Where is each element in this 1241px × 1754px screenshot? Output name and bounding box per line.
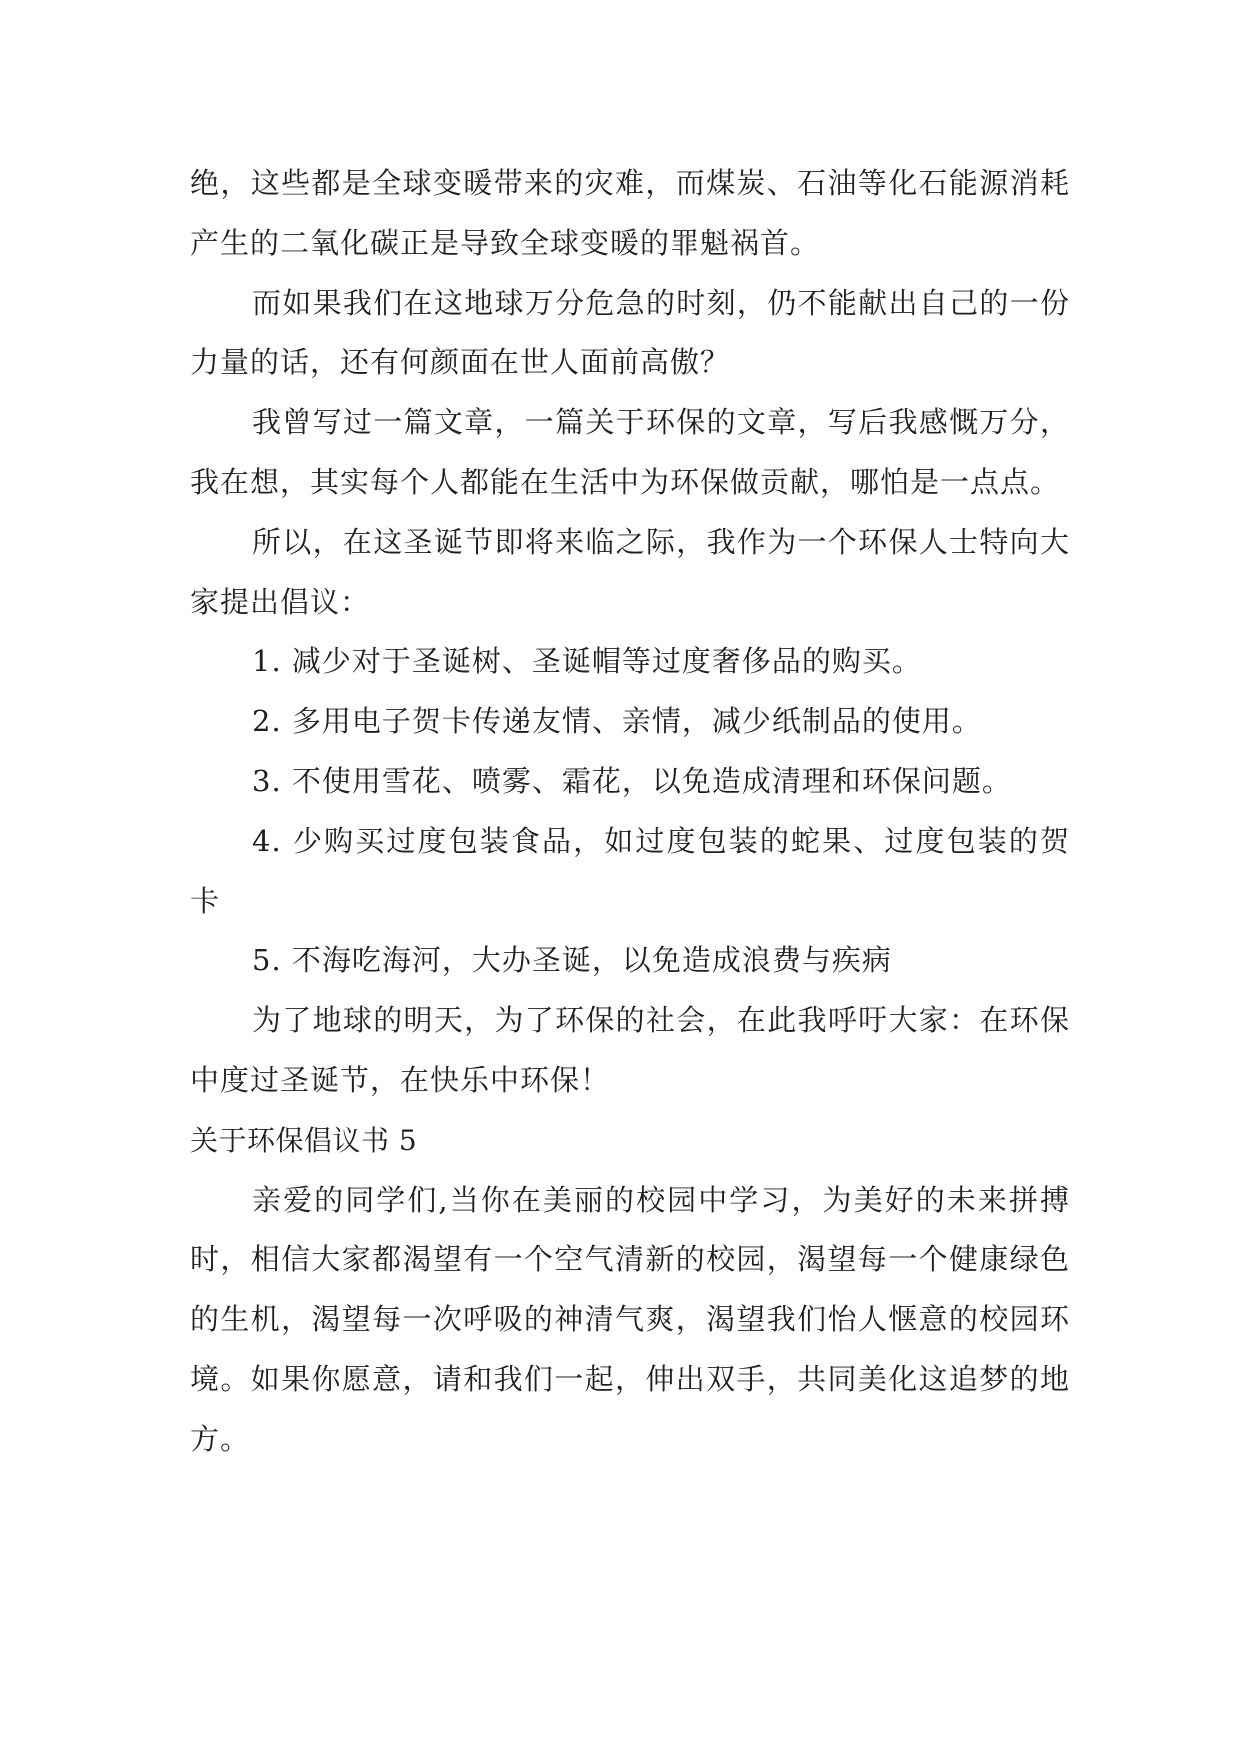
list-item: 3. 不使用雪花、喷雾、霜花，以免造成清理和环保问题。 [252, 763, 1012, 798]
section-heading: 关于环保倡议书 5 [190, 1123, 418, 1157]
list-item: 4. 少购买过度包装食品，如过度包装的蛇果、过度包装的贺卡 [190, 823, 1070, 918]
document-body [190, 154, 1070, 1470]
paragraph: 所以，在这圣诞节即将来临之际，我作为一个环保人士特向大家提出倡议： [190, 524, 1070, 619]
paragraph-continuation: 绝，这些都是全球变暖带来的灾难，而煤炭、石油等化石能源消耗产生的二氧化碳正是导致全球变暖的罪魁祸首。 [190, 166, 1070, 260]
paragraph: 而如果我们在这地球万分危急的时刻，仍不能献出自己的一份力量的话，还有何颜面在世人面前高傲？ [190, 285, 1070, 380]
paragraph: 亲爱的同学们,当你在美丽的校园中学习，为美好的未来拼搏时，相信大家都渴望有一个空气清新的校园，渴望每一个健康绿色的生机，渴望每一次呼吸的神清气爽，渴望我们怡人惬意的校园环境。如果你愿意，请和我们一起，伸出双手，共同美化这追梦的地方。 [190, 1182, 1070, 1456]
paragraph: 我曾写过一篇文章，一篇关于环保的文章，写后我感慨万分，我在想，其实每个人都能在生活中为环保做贡献，哪怕是一点点。 [190, 405, 1070, 499]
list-item: 5. 不海吃海河，大办圣诞，以免造成浪费与疾病 [252, 943, 892, 978]
list-item: 1. 减少对于圣诞树、圣诞帽等过度奢侈品的购买。 [252, 644, 922, 679]
list-item: 2. 多用电子贺卡传递友情、亲情，减少纸制品的使用。 [252, 704, 982, 739]
closing-paragraph: 为了地球的明天，为了环保的社会，在此我呼吁大家：在环保中度过圣诞节，在快乐中环保！ [190, 1003, 1070, 1097]
